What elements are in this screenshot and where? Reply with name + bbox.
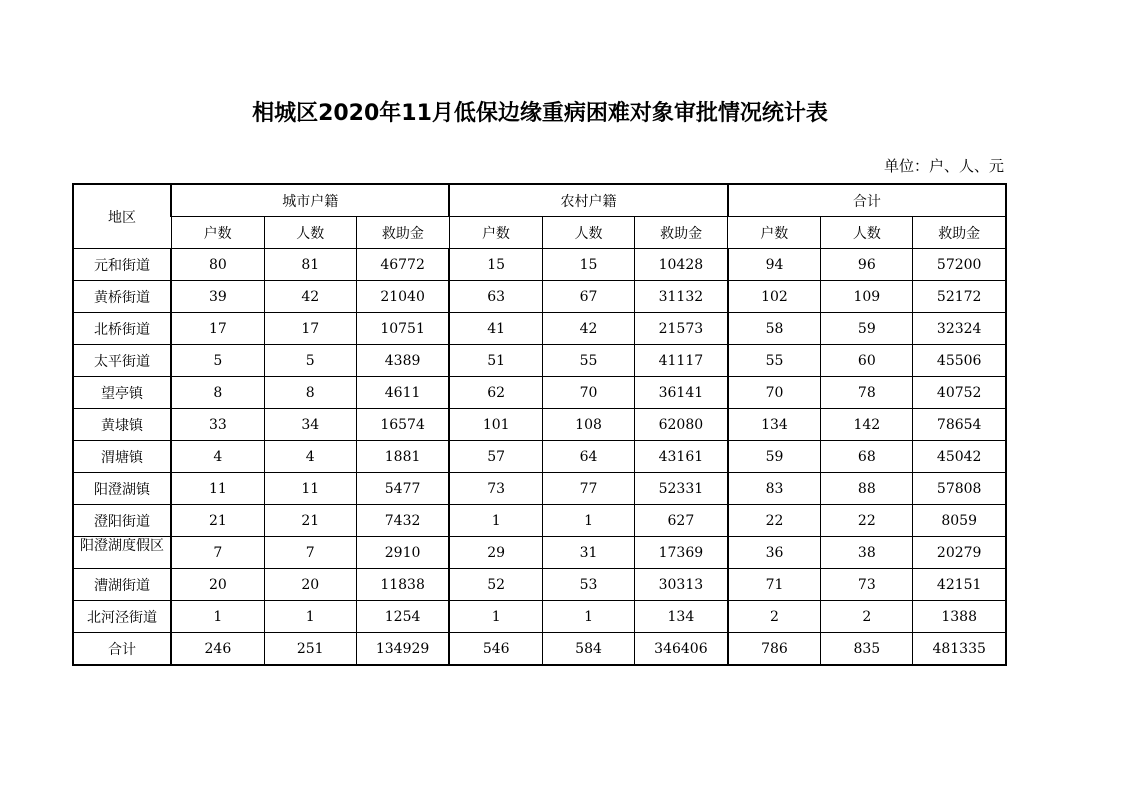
region-cell: 太平街道 [73,345,171,377]
total-households-cell: 55 [728,345,821,377]
total-people-cell: 109 [821,281,913,313]
urban-amount-cell: 5477 [356,473,449,505]
rural-amount-cell: 52331 [635,473,728,505]
sub-header-amount: 救助金 [356,217,449,249]
urban-people-cell: 1 [264,601,356,633]
rural-households-cell: 57 [449,441,542,473]
total-households-cell: 134 [728,409,821,441]
sub-header-households: 户数 [449,217,542,249]
rural-amount-cell: 43161 [635,441,728,473]
urban-households-cell: 7 [171,537,264,569]
unit-note: 单位：户、人、元 [883,157,1004,175]
region-label: 阳澄湖度假区 [80,537,165,554]
rural-people-cell: 64 [542,441,634,473]
rural-households-cell: 51 [449,345,542,377]
total-amount-cell: 8059 [913,505,1006,537]
urban-people-cell: 42 [264,281,356,313]
group-header-total: 合计 [728,184,1006,217]
rural-households-cell: 62 [449,377,542,409]
table-row [73,345,1006,377]
urban-households-cell: 17 [171,313,264,345]
rural-amount-cell: 30313 [635,569,728,601]
urban-amount-cell: 1254 [356,601,449,633]
total-people-cell: 2 [821,601,913,633]
urban-amount-cell: 1881 [356,441,449,473]
rural-amount-cell: 21573 [635,313,728,345]
rural-people-cell: 108 [542,409,634,441]
rural-households-cell: 1 [449,601,542,633]
region-cell: 黄桥街道 [73,281,171,313]
rural-amount-cell: 627 [635,505,728,537]
total-people-cell: 38 [821,537,913,569]
urban-households-cell: 80 [171,249,264,281]
urban-amount-cell: 4611 [356,377,449,409]
total-amount-cell: 78654 [913,409,1006,441]
urban-households-cell: 11 [171,473,264,505]
region-cell: 北河泾街道 [73,601,171,633]
rural-people-cell: 77 [542,473,634,505]
urban-people-cell: 81 [264,249,356,281]
total-amount-cell: 42151 [913,569,1006,601]
sub-header-amount: 救助金 [635,217,728,249]
urban-households-cell: 8 [171,377,264,409]
region-cell: 元和街道 [73,249,171,281]
rural-people-cell: 1 [542,601,634,633]
table-row [73,505,1006,537]
table-row [73,569,1006,601]
urban-people-cell: 17 [264,313,356,345]
rural-people-cell: 42 [542,313,634,345]
total-people-cell: 96 [821,249,913,281]
total-households-cell: 786 [728,633,821,666]
urban-amount-cell: 16574 [356,409,449,441]
region-cell: 澄阳街道 [73,505,171,537]
rural-amount-cell: 346406 [635,633,728,666]
total-amount-cell: 1388 [913,601,1006,633]
urban-households-cell: 1 [171,601,264,633]
total-people-cell: 60 [821,345,913,377]
total-people-cell: 22 [821,505,913,537]
rural-amount-cell: 134 [635,601,728,633]
rural-households-cell: 63 [449,281,542,313]
total-households-cell: 102 [728,281,821,313]
region-cell: 北桥街道 [73,313,171,345]
total-people-cell: 78 [821,377,913,409]
group-header-urban: 城市户籍 [171,184,449,217]
table-row [73,409,1006,441]
rural-households-cell: 15 [449,249,542,281]
total-people-cell: 835 [821,633,913,666]
rural-people-cell: 53 [542,569,634,601]
urban-amount-cell: 21040 [356,281,449,313]
urban-people-cell: 11 [264,473,356,505]
urban-people-cell: 8 [264,377,356,409]
total-row [73,633,1006,666]
table-row [73,249,1006,281]
rural-households-cell: 101 [449,409,542,441]
total-amount-cell: 45042 [913,441,1006,473]
total-people-cell: 59 [821,313,913,345]
page-title: 相城区2020年11月低保边缘重病困难对象审批情况统计表 [252,101,828,126]
total-households-cell: 59 [728,441,821,473]
group-header-rural: 农村户籍 [449,184,727,217]
urban-people-cell: 7 [264,537,356,569]
rural-people-cell: 1 [542,505,634,537]
rural-households-cell: 52 [449,569,542,601]
urban-people-cell: 21 [264,505,356,537]
total-amount-cell: 40752 [913,377,1006,409]
region-cell [73,537,171,569]
urban-people-cell: 251 [264,633,356,666]
rural-amount-cell: 62080 [635,409,728,441]
sub-header-households: 户数 [728,217,821,249]
urban-people-cell: 34 [264,409,356,441]
rural-people-cell: 67 [542,281,634,313]
urban-households-cell: 33 [171,409,264,441]
rural-amount-cell: 17369 [635,537,728,569]
urban-amount-cell: 7432 [356,505,449,537]
sub-header-people: 人数 [821,217,913,249]
region-cell: 黄埭镇 [73,409,171,441]
total-households-cell: 58 [728,313,821,345]
table-row [73,313,1006,345]
total-amount-cell: 57808 [913,473,1006,505]
urban-amount-cell: 11838 [356,569,449,601]
group-header-row [73,184,1006,217]
urban-households-cell: 21 [171,505,264,537]
urban-households-cell: 5 [171,345,264,377]
urban-households-cell: 4 [171,441,264,473]
table-row [73,537,1006,569]
rural-amount-cell: 10428 [635,249,728,281]
table-row [73,377,1006,409]
rural-amount-cell: 31132 [635,281,728,313]
total-households-cell: 83 [728,473,821,505]
table-row [73,601,1006,633]
total-amount-cell: 20279 [913,537,1006,569]
rural-households-cell: 546 [449,633,542,666]
region-cell: 漕湖街道 [73,569,171,601]
rural-households-cell: 1 [449,505,542,537]
total-people-cell: 73 [821,569,913,601]
sub-header-people: 人数 [264,217,356,249]
region-cell: 阳澄湖镇 [73,473,171,505]
rural-households-cell: 29 [449,537,542,569]
total-households-cell: 71 [728,569,821,601]
table-row [73,473,1006,505]
urban-people-cell: 4 [264,441,356,473]
urban-people-cell: 20 [264,569,356,601]
total-people-cell: 142 [821,409,913,441]
total-amount-cell: 45506 [913,345,1006,377]
sub-header-row [73,217,1006,249]
total-amount-cell: 52172 [913,281,1006,313]
urban-amount-cell: 4389 [356,345,449,377]
total-people-cell: 88 [821,473,913,505]
rural-people-cell: 584 [542,633,634,666]
urban-households-cell: 20 [171,569,264,601]
region-cell: 渭塘镇 [73,441,171,473]
rural-people-cell: 31 [542,537,634,569]
total-households-cell: 36 [728,537,821,569]
urban-households-cell: 39 [171,281,264,313]
rural-households-cell: 41 [449,313,542,345]
total-amount-cell: 32324 [913,313,1006,345]
rural-amount-cell: 36141 [635,377,728,409]
rural-amount-cell: 41117 [635,345,728,377]
region-cell: 合计 [73,633,171,666]
urban-households-cell: 246 [171,633,264,666]
urban-people-cell: 5 [264,345,356,377]
table-row [73,281,1006,313]
table-body [73,249,1006,666]
sub-header-amount: 救助金 [913,217,1006,249]
region-cell: 望亭镇 [73,377,171,409]
urban-amount-cell: 10751 [356,313,449,345]
total-people-cell: 68 [821,441,913,473]
rural-people-cell: 15 [542,249,634,281]
rural-households-cell: 73 [449,473,542,505]
region-header: 地区 [73,184,171,249]
total-households-cell: 22 [728,505,821,537]
total-amount-cell: 481335 [913,633,1006,666]
rural-people-cell: 70 [542,377,634,409]
urban-amount-cell: 134929 [356,633,449,666]
total-amount-cell: 57200 [913,249,1006,281]
table-row [73,441,1006,473]
total-households-cell: 70 [728,377,821,409]
statistics-table [72,183,1007,666]
total-households-cell: 94 [728,249,821,281]
urban-amount-cell: 46772 [356,249,449,281]
urban-amount-cell: 2910 [356,537,449,569]
sub-header-households: 户数 [171,217,264,249]
sub-header-people: 人数 [542,217,634,249]
total-households-cell: 2 [728,601,821,633]
rural-people-cell: 55 [542,345,634,377]
